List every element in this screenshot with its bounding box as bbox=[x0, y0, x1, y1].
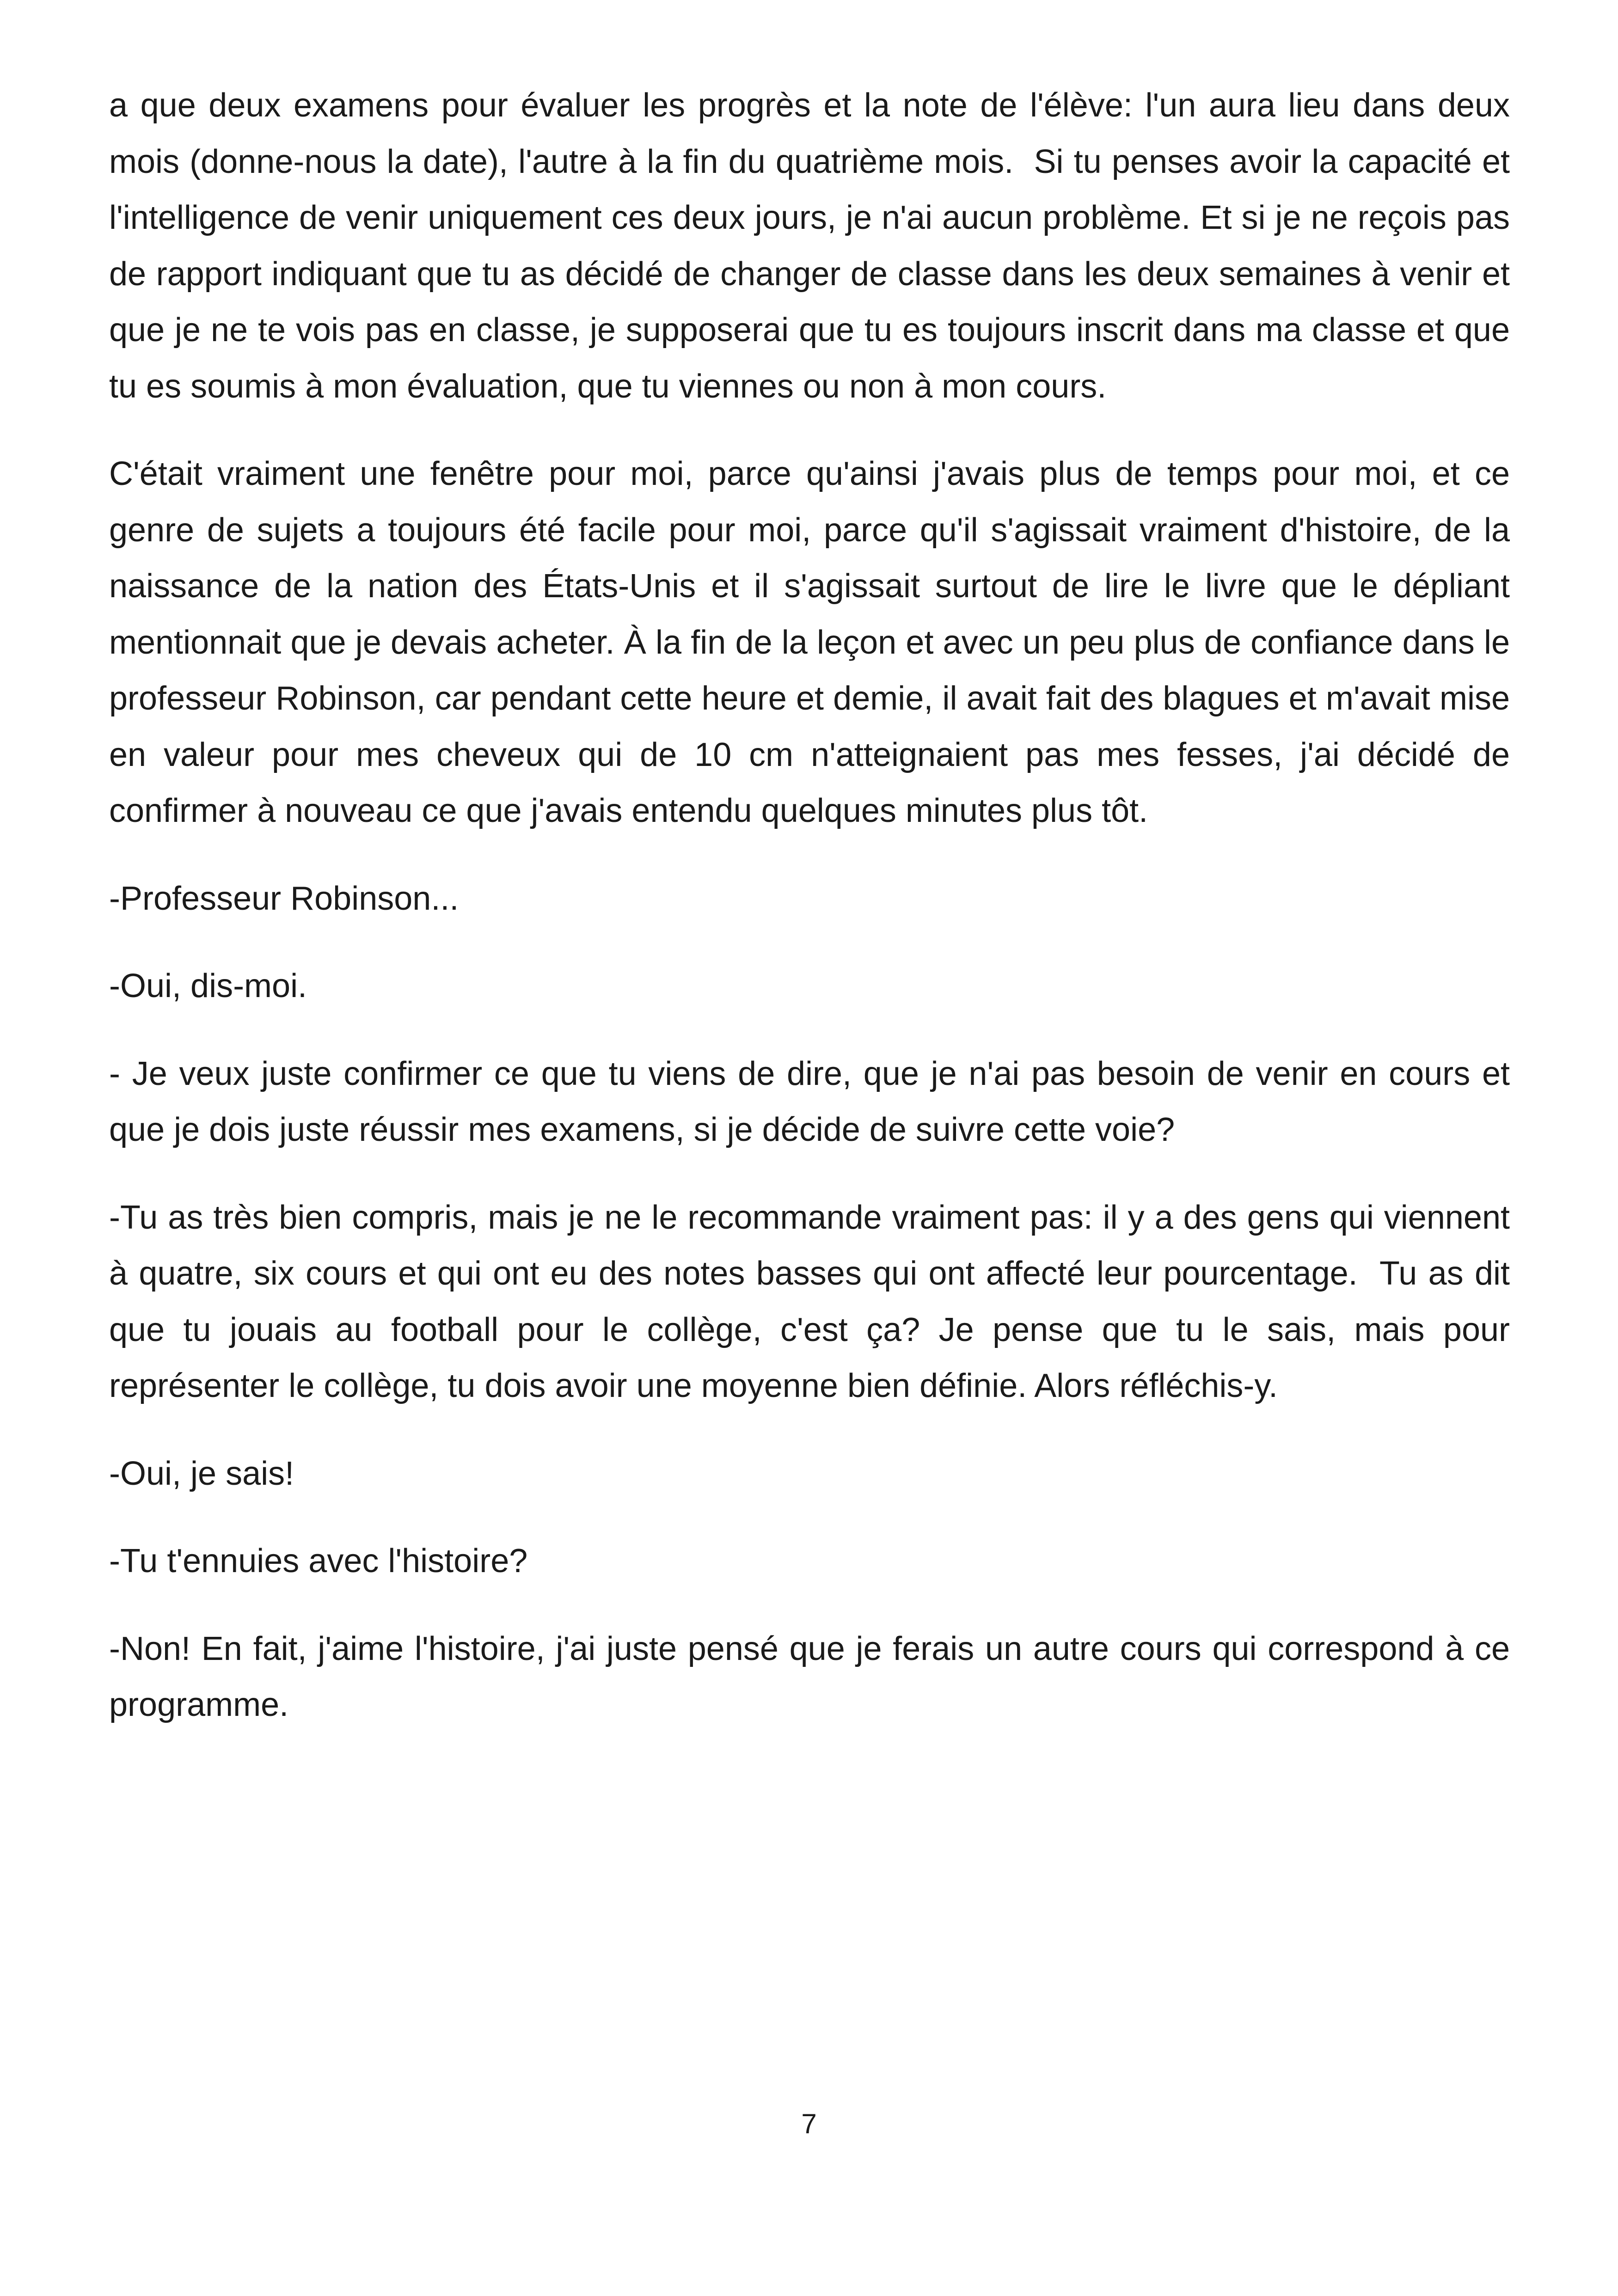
paragraph-1: a que deux examens pour évaluer les progrès et la note de l'élève: l'un aura lieu dans deux mois (donne-nous la date), l'autre à la fin du quatrième mois. Si tu penses avoir la capacité et l'intelligence de venir uniquement ces deux jours, je n'ai aucun problème. Et si je ne reçois pas de rapport indiquant que tu as décidé de changer de classe dans les deux semaines à venir et que je ne te vois pas en classe, je supposerai que tu es toujours inscrit dans ma classe et que tu es soumis à mon évaluation, que tu viennes ou non à mon cours. bbox=[109, 87, 1520, 405]
paragraph-2: C'était vraiment une fenêtre pour moi, parce qu'ainsi j'avais plus de temps pour moi, et ce genre de sujets a toujours été facile pour moi, parce qu'il s'agissait vraiment d'histoire, de la naissance de la nation des États-Unis et il s'agissait surtout de lire le livre que le dépliant mentionnait que je devais acheter. À la fin de la leçon et avec un peu plus de confiance dans le professeur Robinson, car pendant cette heure et demie, il avait fait des blagues et m'avait mise en valeur pour mes cheveux qui de 10 cm n'atteignaient pas mes fesses, j'ai décidé de confirmer à nouveau ce que j'avais entendu quelques minutes plus tôt. bbox=[109, 455, 1520, 829]
dialogue-line-4: -Tu as très bien compris, mais je ne le recommande vraiment pas: il y a des gens qui viennent à quatre, six cours et qui ont eu des notes basses qui ont affecté leur pourcentage. Tu as dit que tu jouais au football pour le collège, c'est ça? Je pense que tu le sais, mais pour représenter le collège, tu dois avoir une moyenne bien définie. Alors réfléchis-y. bbox=[109, 1199, 1520, 1404]
dialogue-line-1: -Professeur Robinson... bbox=[109, 880, 459, 917]
dialogue-line-3: - Je veux juste confirmer ce que tu viens de dire, que je n'ai pas besoin de venir en cours et que je dois juste réussir mes examens, si je décide de suivre cette voie? bbox=[109, 1055, 1520, 1148]
body-text bbox=[109, 78, 1520, 1765]
page-number: 7 bbox=[801, 2108, 817, 2139]
dialogue-line-5: -Oui, je sais! bbox=[109, 1455, 294, 1492]
dialogue-line-6: -Tu t'ennuies avec l'histoire? bbox=[109, 1543, 528, 1580]
dialogue-line-7: -Non! En fait, j'aime l'histoire, j'ai juste pensé que je ferais un autre cours qui correspond à ce programme. bbox=[109, 1630, 1520, 1723]
dialogue-line-2: -Oui, dis-moi. bbox=[109, 967, 307, 1004]
